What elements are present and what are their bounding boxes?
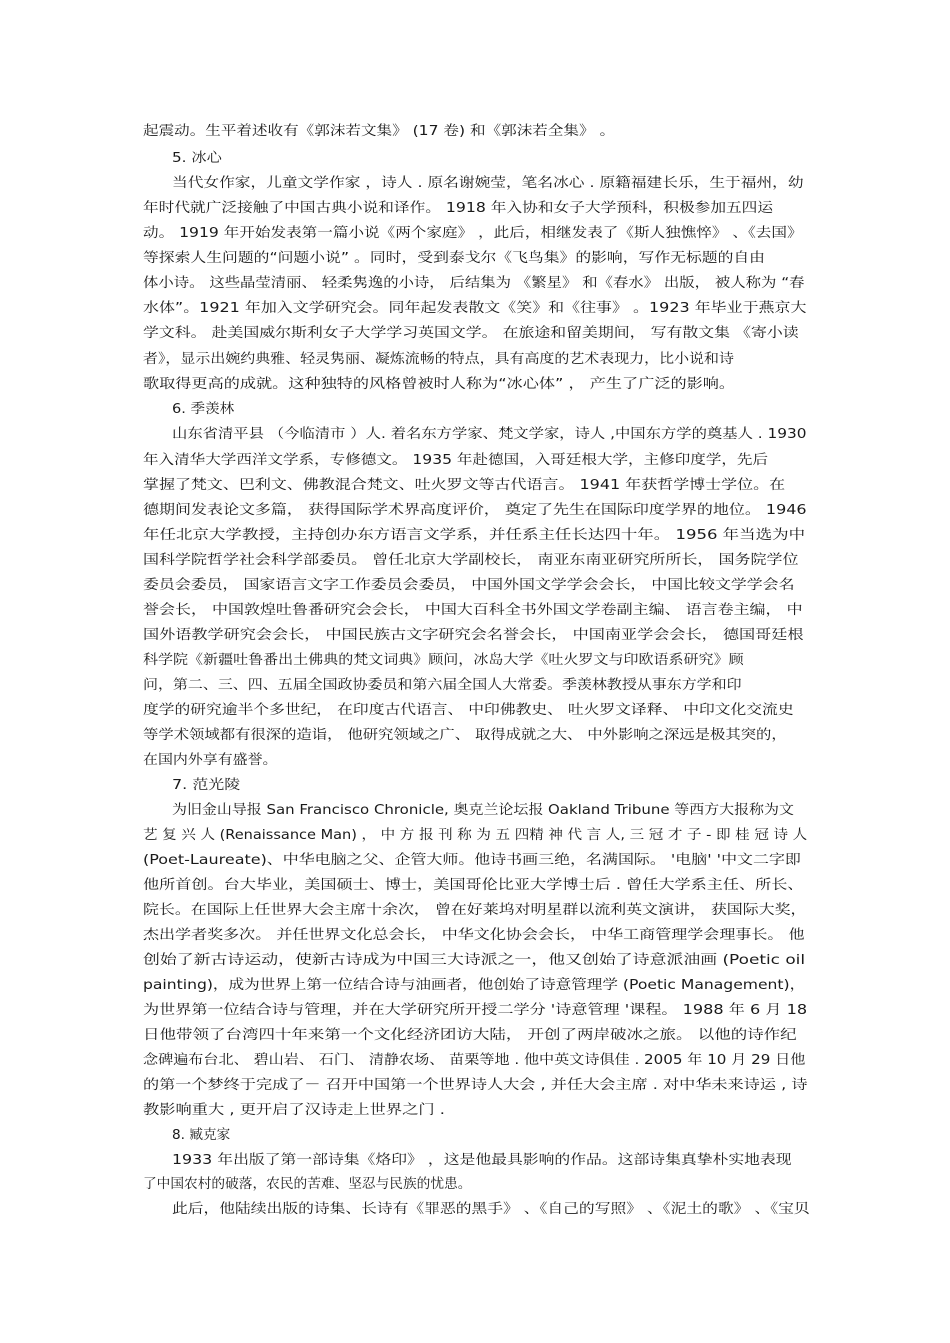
- text-line: 念碑遍布台北、 碧山岩、 石门、 清静农场、 苗栗等地 . 他中英文诗俱佳 . 2005 年 10 月 29 日他: [143, 1053, 806, 1068]
- text-line: 歌取得更高的成就。这种独特的风格曾被时人称为“冰心体” ， 产生了广泛的影响。: [143, 377, 736, 392]
- text-line: 的第一个梦终于完成了－ 召开中国第一个世界诗人大会 , 并任大会主席 . 对中华未来诗运 , 诗: [143, 1078, 808, 1093]
- text-line: 日他带领了台湾四十年来第一个文化经济团访大陆， 开创了两岸破冰之旅。 以他的诗作纪: [143, 1028, 797, 1043]
- text-line: 为旧金山导报 San Francisco Chronicle, 奥克兰论坛报 Oakland Tribune 等西方大报称为文: [172, 803, 794, 818]
- text-line: 他所首创。台大毕业，美国硕士、博士，美国哥伦比亚大学博士后 . 曾任大学系主任、所长、: [143, 878, 804, 893]
- text-line: 誉会长， 中国敦煌吐鲁番研究会会长， 中国大百科全书外国文学卷副主编、 语言卷主编， 中: [143, 603, 803, 618]
- text-line: 者》，显示出婉约典雅、轻灵隽丽、凝炼流畅的特点，具有高度的艺术表现力，比小说和诗: [143, 352, 734, 367]
- text-line: 教影响重大 , 更开启了汉诗走上世界之门 .: [143, 1103, 445, 1118]
- text-line: 体小诗。 这些晶莹清丽、 轻柔隽逸的小诗， 后结集为 《繁星》 和《春水》 出版， 被人称为 “春: [143, 276, 805, 291]
- text-line: 6. 季羡林: [172, 402, 235, 417]
- text-line: 度学的研究逾半个多世纪， 在印度古代语言、 中印佛教史、 吐火罗文译释、 中印文化交流史: [143, 703, 794, 718]
- text-line: 德期间发表论文多篇， 获得国际学术界高度评价， 奠定了先生在国际印度学界的地位。 1946: [143, 503, 807, 518]
- text-line: 委员会委员， 国家语言文字工作委员会委员， 中国外国文学学会会长， 中国比较文学学会名: [143, 578, 795, 593]
- text-line: 创始了新古诗运动，使新古诗成为中国三大诗派之一，他又创始了诗意派油画 (Poetic oil: [143, 953, 806, 968]
- text-line: 动。 1919 年开始发表第一篇小说《两个家庭》 ，此后，相继发表了《斯人独憔悴》 、《去国》: [143, 226, 803, 241]
- text-line: 水体”。1921 年加入文学研究会。同年起发表散文《笑》和《往事》 。1923 年毕业于燕京大: [143, 301, 807, 316]
- text-line: painting)，成为世界上第一位结合诗与油画者，他创始了诗意管理学 (Poetic Management)，: [143, 978, 806, 993]
- text-line: 院长。在国际上任世界大会主席十余次， 曾在好莱坞对明星群以流利英文演讲， 获国际大奖，: [143, 903, 807, 918]
- text-line: 当代女作家，儿童文学作家 ，诗人 . 原名谢婉莹，笔名冰心 . 原籍福建长乐，生于福州，幼: [172, 176, 804, 191]
- text-line: 杰出学者奖多次。 并任世界文化总会长， 中华文化协会会长， 中华工商管理学会理事长。 他: [143, 928, 805, 943]
- text-line: 了中国农村的破落，农民的苦难、坚忍与民族的忧患。: [143, 1177, 472, 1192]
- text-line: 在国内外享有盛誉。: [143, 753, 278, 768]
- text-line: 为世界第一位结合诗与管理，并在大学研究所开授二学分 '诗意管理 '课程。 1988 年 6 月 18: [143, 1003, 808, 1018]
- text-line: 等探索人生问题的“问题小说” 。同时，受到泰戈尔《飞鸟集》的影响，写作无标题的自由: [143, 251, 765, 266]
- text-line: 起震动。生平着述收有《郭沫若文集》 (17 卷) 和《郭沫若全集》 。: [143, 124, 616, 139]
- text-line: 国外语教学研究会会长， 中国民族古文字研究会名誉会长， 中国南亚学会会长， 德国哥廷根: [143, 628, 804, 643]
- text-line: 年入清华大学西洋文学系，专修德文。 1935 年赴德国，入哥廷根大学，主修印度学，先后: [143, 453, 769, 468]
- text-line: 国科学院哲学社会科学部委员。 曾任北京大学副校长， 南亚东南亚研究所所长， 国务院学位: [143, 553, 799, 568]
- text-line: 7. 范光陵: [172, 778, 241, 793]
- text-line: 5. 冰心: [172, 151, 222, 166]
- text-line: 此后，他陆续出版的诗集、长诗有《罪恶的黑手》 、《自己的写照》 、《泥土的歌》 、《宝贝: [172, 1202, 810, 1217]
- text-line: 等学术领域都有很深的造诣， 他研究领域之广、 取得成就之大、 中外影响之深远是极其突的，: [143, 728, 787, 743]
- text-line: 年时代就广泛接触了中国古典小说和译作。 1918 年入协和女子大学预科，积极参加五四运: [143, 201, 774, 216]
- text-line: 年任北京大学教授，主持创办东方语言文学系，并任系主任长达四十年。 1956 年当选为中: [143, 528, 806, 543]
- text-line: 山东省清平县 （今临清市 ）人. 着名东方学家、梵文学家，诗人 ,中国东方学的奠基人 . 1930: [172, 427, 807, 442]
- text-line: 掌握了梵文、巴利文、佛教混合梵文、吐火罗文等古代语言。 1941 年获哲学博士学位。在: [143, 478, 786, 493]
- text-line: 1933 年出版了第一部诗集《烙印》 ，这是他最具影响的作品。这部诗集真挚朴实地表现: [172, 1153, 792, 1168]
- text-line: 艺 复 兴 人 (Renaissance Man) ， 中 方 报 刊 称 为 五 四精 神 代 言 人, 三 冠 才 子 - 即 桂 冠 诗 人: [143, 828, 808, 843]
- text-line: 8. 臧克家: [172, 1128, 231, 1143]
- text-line: 学文科。 赴美国威尔斯利女子大学学习英国文学。 在旅途和留美期间， 写有散文集 《寄小读: [143, 326, 799, 341]
- text-line: (Poet-Laureate)、中华电脑之父、企管大师。他诗书画三绝，名满国际。 '电脑' '中文二字即: [143, 853, 801, 868]
- text-line: 科学院《新疆吐鲁番出土佛典的梵文词典》顾问，冰岛大学《吐火罗文与印欧语系研究》顾: [143, 653, 744, 668]
- text-line: 问，第二、三、四、五届全国政协委员和第六届全国人大常委。季羡林教授从事东方学和印: [143, 678, 742, 693]
